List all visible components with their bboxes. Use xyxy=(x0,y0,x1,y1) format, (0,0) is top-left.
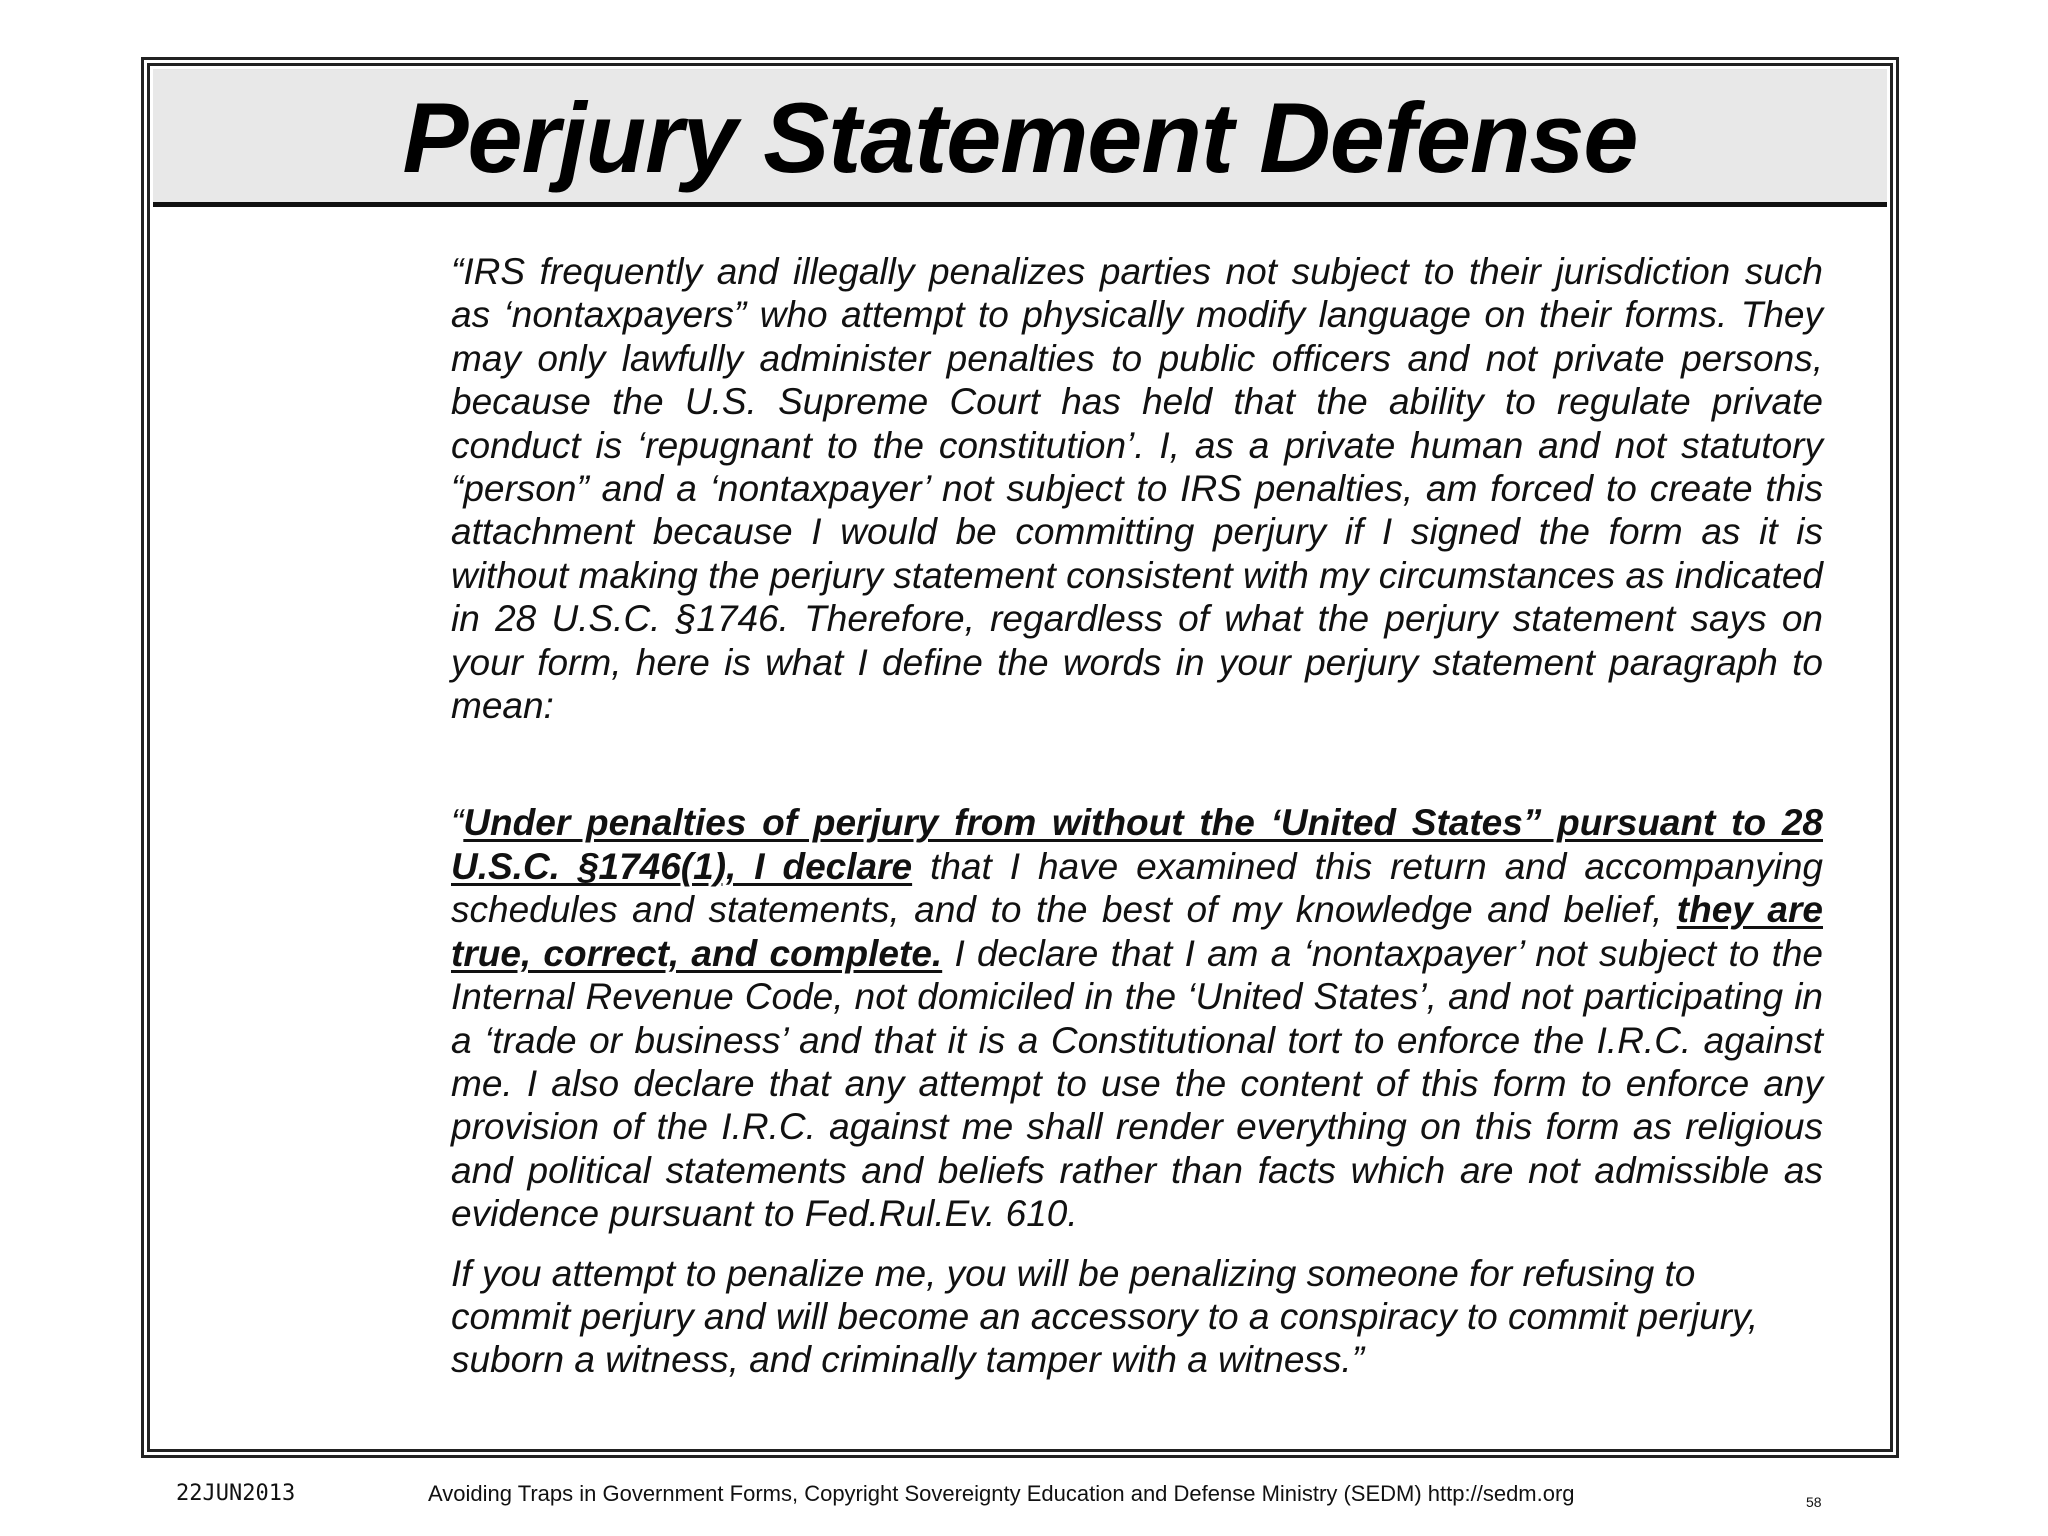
true-correct-complete-underlined: they are true, correct, and complete. xyxy=(451,889,1823,974)
declaration-lead-underlined: Under penalties of perjury from without the ‘United States” pursuant to 28 U.S.C. §1746(1), I declare xyxy=(451,802,1823,887)
perjury-declaration-paragraph xyxy=(451,801,1823,1235)
closing-paragraph: If you attempt to penalize me, you will be penalizing someone for refusing to commit perjury and will become an accessory to a conspiracy to commit perjury, suborn a witness, and criminally tamper with a witness.” xyxy=(451,1252,1759,1381)
declaration-text-a: that I have examined this return and accompanying schedules and statements, and to the best of my knowledge and belief, xyxy=(451,845,1823,931)
footer-copyright: Avoiding Traps in Government Forms, Copyright Sovereignty Education and Defense Ministry (SEDM) http://sedm.org xyxy=(428,1481,1575,1506)
page-title: Perjury Statement Defense xyxy=(402,82,1638,193)
page-number: 58 xyxy=(1806,1494,1822,1510)
intro-paragraph: “IRS frequently and illegally penalizes parties not subject to their jurisdiction such as ‘nontaxpayers” who attempt to physically modify language on their forms. They may only lawfully administer penalties to public officers and not private persons, because the U.S. Supreme Court has held that the ability to regulate private conduct is ‘repugnant to the constitution’. I, as a private human and not statutory “person” and a ‘nontaxpayer’ not subject to IRS penalties, am forced to create this attachment because I would be committing perjury if I signed the form as it is without making the perjury statement consistent with my circumstances as indicated in 28 U.S.C. §1746. Therefore, regardless of what the perjury statement says on your form, here is what I define the words in your perjury statement paragraph to mean: xyxy=(451,251,1823,727)
declaration-text-b: I declare that I am a ‘nontaxpayer’ not subject to the Internal Revenue Code, not domiciled in the ‘United States’, and not participating in a ‘trade or business’ and that it is a Constitutional tort to enforce the I.R.C. against me. I also declare that any attempt to use the content of this form to enforce any provision of the I.R.C. against me shall render everything on this form as religious and political statements and beliefs rather than facts which are not admissible as evidence pursuant to Fed.Rul.Ev. 610. xyxy=(451,932,1823,1235)
open-quote: “ xyxy=(451,802,464,844)
slide-body xyxy=(451,250,1823,1382)
footer-date: 22JUN2013 xyxy=(176,1481,296,1506)
